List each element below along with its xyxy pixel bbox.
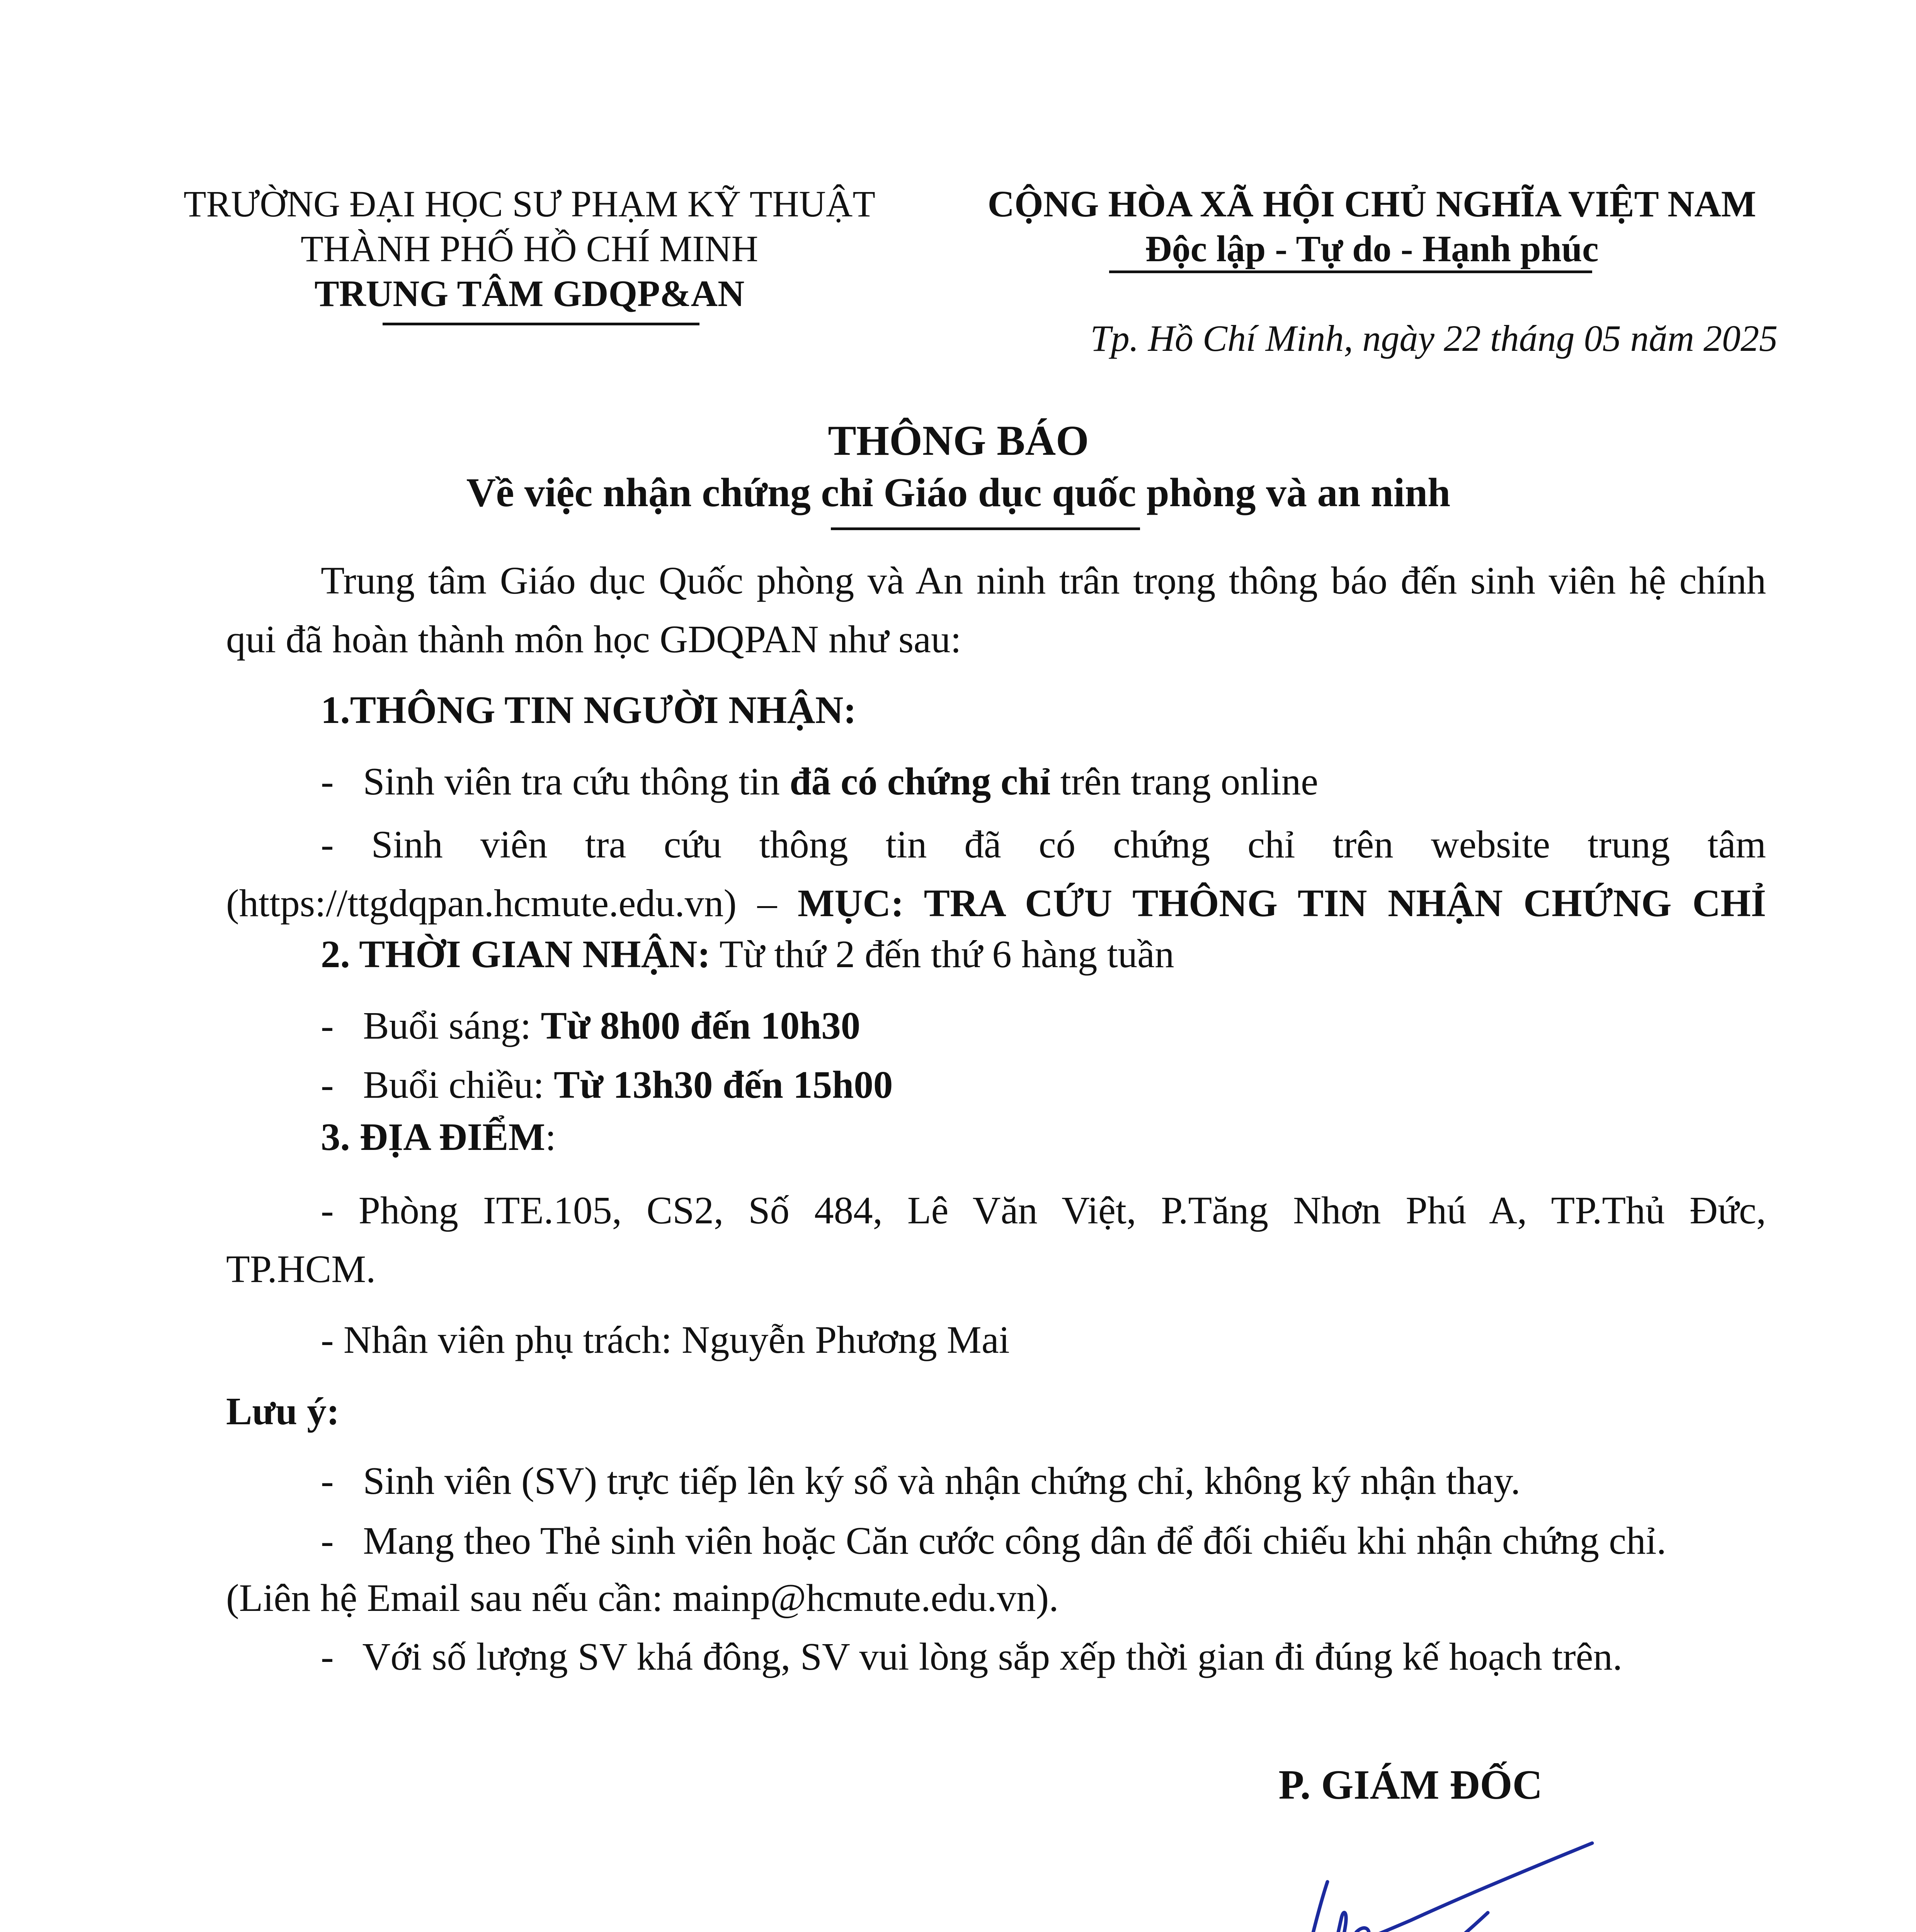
note-item2-line1: - Mang theo Thẻ sinh viên hoặc Căn cước công dân để đối chiếu khi nhận chứng chỉ. [321, 1519, 1666, 1562]
section3-heading: 3. ĐỊA ĐIỂM [321, 1115, 545, 1158]
header-left-line3: TRUNG TÂM GDQP&AN [314, 273, 745, 314]
staff-in-charge: - Nhân viên phụ trách: Nguyễn Phương Mai [321, 1318, 1010, 1361]
note-item1: - Sinh viên (SV) trực tiếp lên ký sổ và nhận chứng chỉ, không ký nhận thay. [321, 1459, 1521, 1502]
section1-item1-bold: đã có chứng chỉ [790, 760, 1051, 803]
header-left-underline [383, 323, 699, 325]
section2-heading: 2. THỜI GIAN NHẬN: [321, 932, 711, 976]
header-left-line1: TRƯỜNG ĐẠI HỌC SƯ PHẠM KỸ THUẬT [184, 183, 875, 224]
subject-underline [831, 527, 1140, 530]
header-right-underline [1109, 270, 1592, 273]
header-right-line1: CỘNG HÒA XÃ HỘI CHỦ NGHĨA VIỆT NAM [987, 183, 1756, 224]
afternoon-time: Từ 13h30 đến 15h00 [554, 1063, 893, 1106]
section1-item2-bold: MỤC: TRA CỨU THÔNG TIN NHẬN CHỨNG CHỈ [798, 881, 1766, 925]
section3-heading-colon: : [545, 1115, 556, 1158]
note-item3: - Với số lượng SV khá đông, SV vui lòng sắp xếp thời gian đi đúng kế hoạch trên. [321, 1635, 1623, 1678]
handwritten-signature [1256, 1816, 1623, 1932]
address-line1: - Phòng ITE.105, CS2, Số 484, Lê Văn Việt, P.Tăng Nhơn Phú A, TP.Thủ Đức, [321, 1189, 1766, 1232]
section1-item2-line2 [226, 879, 1766, 927]
morning-prefix: - Buổi sáng: [321, 1004, 541, 1047]
section1-item1-prefix: - Sinh viên tra cứu thông tin [321, 760, 790, 803]
header-left [147, 182, 912, 316]
document-subject: Về việc nhận chứng chỉ Giáo dục quốc phòng và an ninh [466, 470, 1451, 515]
section2-heading-rest: Từ thứ 2 đến thứ 6 hàng tuần [710, 932, 1174, 976]
signature-title: P. GIÁM ĐỐC [1278, 1762, 1543, 1808]
website-link[interactable]: (https://ttgdqpan.hcmute.edu.vn) – [226, 881, 798, 925]
note-item2-text: (Liên hệ Email sau nếu cần: mainp@hcmute.edu.vn). [226, 1576, 1059, 1619]
section1-item1 [321, 757, 1318, 805]
header-right-line2: Độc lập - Tự do - Hạnh phúc [1145, 228, 1599, 269]
note-item2-line2 [226, 1574, 1058, 1622]
notes-heading: Lưu ý: [226, 1389, 340, 1433]
header-left-line2: THÀNH PHỐ HỒ CHÍ MINH [301, 228, 758, 269]
section2-morning [321, 1002, 860, 1049]
section2-line [321, 930, 1174, 978]
intro-line2: qui đã hoàn thành môn học GDQPAN như sau: [226, 617, 961, 661]
section1-item2-line1: - Sinh viên tra cứu thông tin đã có chứng chỉ trên website trung tâm [321, 823, 1766, 866]
intro-line1: Trung tâm Giáo dục Quốc phòng và An ninh trân trọng thông báo đến sinh viên hệ chính [321, 559, 1766, 602]
section3-heading-line [321, 1113, 556, 1161]
section1-item1-suffix: trên trang online [1050, 760, 1319, 803]
document-title: THÔNG BÁO [828, 417, 1089, 464]
section2-afternoon [321, 1061, 893, 1109]
section1-heading: 1.THÔNG TIN NGƯỜI NHẬN: [321, 688, 857, 731]
document-date: Tp. Hồ Chí Minh, ngày 22 tháng 05 năm 2025 [1090, 318, 1778, 359]
address-line2: TP.HCM. [226, 1247, 376, 1291]
morning-time: Từ 8h00 đến 10h30 [541, 1004, 861, 1047]
header-right [927, 182, 1816, 271]
afternoon-prefix: - Buổi chiều: [321, 1063, 554, 1106]
